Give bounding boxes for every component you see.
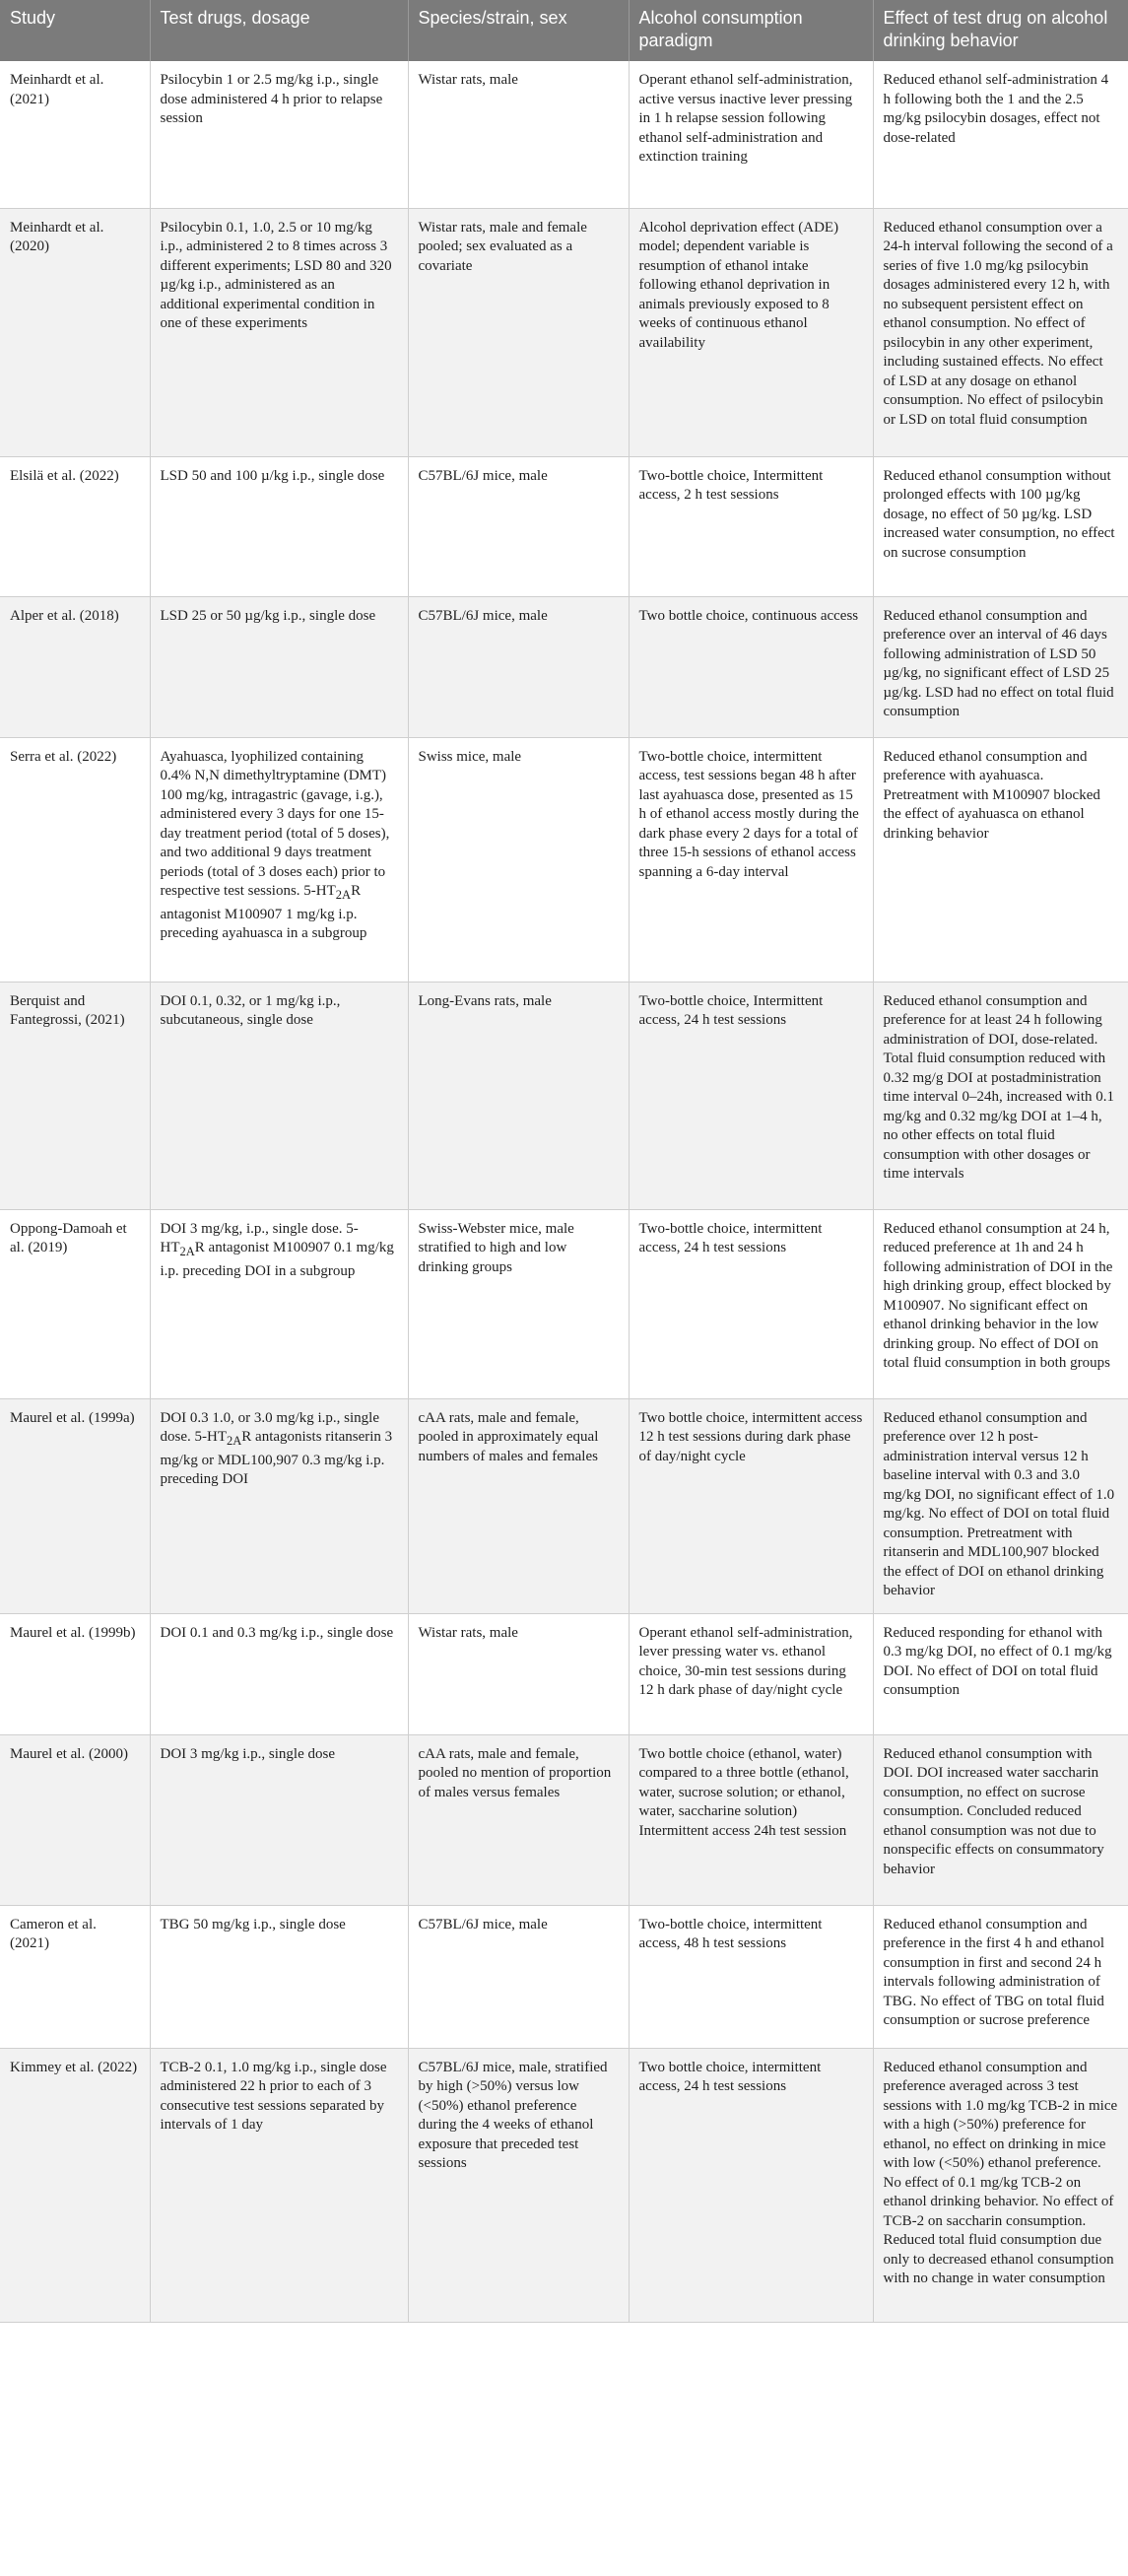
cell-paradigm: Two bottle choice, continuous access: [629, 596, 873, 737]
cell-study: Maurel et al. (2000): [0, 1734, 150, 1905]
cell-test-drugs: DOI 0.1 and 0.3 mg/kg i.p., single dose: [150, 1613, 408, 1734]
cell-study: Alper et al. (2018): [0, 596, 150, 737]
cell-species: cAA rats, male and female, pooled in approximately equal numbers of males and females: [408, 1398, 629, 1613]
cell-test-drugs: DOI 3 mg/kg i.p., single dose: [150, 1734, 408, 1905]
cell-effect: Reduced ethanol consumption without prolonged effects with 100 µg/kg dosage, no effect of 50 µg/kg. LSD increased water consumption, no effect on sucrose consumption: [873, 456, 1128, 596]
header-effect: Effect of test drug on alcohol drinking behavior: [873, 0, 1128, 61]
cell-species: Long-Evans rats, male: [408, 982, 629, 1209]
cell-test-drugs: Psilocybin 1 or 2.5 mg/kg i.p., single dose administered 4 h prior to relapse session: [150, 61, 408, 208]
cell-effect: Reduced ethanol consumption and preference over 12 h post-administration interval versus 12 h baseline interval with 0.3 and 3.0 mg/kg DOI, no significant effect of 1.0 mg/kg. No effect of DOI on total fluid consumption. Pretreatment with ritanserin and MDL100,907 blocked the effect of DOI on ethanol drinking behavior: [873, 1398, 1128, 1613]
table-row: [0, 61, 1128, 208]
cell-study: Elsilä et al. (2022): [0, 456, 150, 596]
cell-paradigm: Two-bottle choice, Intermittent access, 2 h test sessions: [629, 456, 873, 596]
table-row: [0, 1613, 1128, 1734]
cell-paradigm: Alcohol deprivation effect (ADE) model; dependent variable is resumption of ethanol intake following ethanol deprivation in animals previously exposed to 8 weeks of continuous ethanol availability: [629, 208, 873, 456]
header-paradigm: Alcohol consumption paradigm: [629, 0, 873, 61]
table-body: [0, 61, 1128, 2322]
cell-effect: Reduced ethanol consumption and preference averaged across 3 test sessions with 1.0 mg/kg TCB-2 in mice with a high (>50%) preference for ethanol, no effect on drinking in mice with low (<50%) ethanol preference. No effect of 0.1 mg/kg TCB-2 on ethanol drinking behavior. No effect of TCB-2 on saccharin consumption. Reduced total fluid consumption due only to decreased ethanol consumption with no change in water consumption: [873, 2048, 1128, 2322]
cell-effect: Reduced ethanol consumption and preference over an interval of 46 days following administration of LSD 50 µg/kg, no significant effect of LSD 25 µg/kg. LSD had no effect on total fluid consumption: [873, 596, 1128, 737]
cell-test-drugs: LSD 50 and 100 µ/kg i.p., single dose: [150, 456, 408, 596]
table-row: [0, 2048, 1128, 2322]
cell-paradigm: Two-bottle choice, intermittent access, 48 h test sessions: [629, 1905, 873, 2048]
cell-effect: Reduced ethanol consumption with DOI. DOI increased water saccharin consumption, no effect on sucrose consumption. Concluded reduced ethanol consumption was not due to nonspecific effects on consummatory behavior: [873, 1734, 1128, 1905]
cell-effect: Reduced ethanol consumption at 24 h, reduced preference at 1h and 24 h following administration of DOI in the high drinking group, effect blocked by M100907. No significant effect on ethanol drinking behavior in the low drinking group. No effect of DOI on total fluid consumption in both groups: [873, 1209, 1128, 1398]
header-study: Study: [0, 0, 150, 61]
header-test-drugs: Test drugs, dosage: [150, 0, 408, 61]
header-row: [0, 0, 1128, 61]
cell-paradigm: Two bottle choice, intermittent access, 24 h test sessions: [629, 2048, 873, 2322]
cell-test-drugs: LSD 25 or 50 µg/kg i.p., single dose: [150, 596, 408, 737]
cell-species: C57BL/6J mice, male: [408, 596, 629, 737]
cell-species: Swiss-Webster mice, male stratified to high and low drinking groups: [408, 1209, 629, 1398]
cell-test-drugs: DOI 0.3 1.0, or 3.0 mg/kg i.p., single dose. $5-HT_{2A}R$ antagonists ritanserin 3 mg/kg or MDL100,907 0.3 mg/kg i.p. preceding DOI: [150, 1398, 408, 1613]
cell-study: Maurel et al. (1999b): [0, 1613, 150, 1734]
table-row: [0, 1398, 1128, 1613]
cell-paradigm: Two-bottle choice, intermittent access, test sessions began 48 h after last ayahuasca dose, presented as 15 h of ethanol access mostly during the dark phase every 2 days for a total of three 15-h sessions of ethanol access spanning a 6-day interval: [629, 737, 873, 982]
cell-species: Wistar rats, male and female pooled; sex evaluated as a covariate: [408, 208, 629, 456]
cell-species: cAA rats, male and female, pooled no mention of proportion of males versus females: [408, 1734, 629, 1905]
cell-effect: Reduced ethanol consumption and preference for at least 24 h following administration of DOI, dose-related. Total fluid consumption reduced with 0.32 mg/g DOI at postadministration time interval 0–24h, increased with 0.1 mg/kg and 0.32 mg/kg DOI at 1–4 h, no other effects on total fluid consumption with other dosages or time intervals: [873, 982, 1128, 1209]
cell-effect: Reduced ethanol consumption over a 24-h interval following the second of a series of five 1.0 mg/kg psilocybin dosages administered every 12 h, with no subsequent persistent effect on ethanol consumption. No effect of psilocybin in any other experiment, including sustained effects. No effect of LSD at any dosage on ethanol consumption. No effect of psilocybin or LSD on total fluid consumption: [873, 208, 1128, 456]
cell-effect: Reduced ethanol consumption and preference in the first 4 h and ethanol consumption in first and second 24 h intervals following administration of TBG. No effect of TBG on total fluid consumption or sucrose preference: [873, 1905, 1128, 2048]
table-row: [0, 1209, 1128, 1398]
cell-study: Oppong-Damoah et al. (2019): [0, 1209, 150, 1398]
cell-test-drugs: Ayahuasca, lyophilized containing 0.4% N,N dimethyltryptamine (DMT) 100 mg/kg, intragastric (gavage, i.g.), administered every 3 days for one 15-day treatment period (total of 5 doses), and two additional 9 days treatment periods (total of 3 doses each) prior to respective test sessions. $5-HT_{2A}R$ antagonist M100907 1 mg/kg i.p. preceding ayahuasca in a subgroup: [150, 737, 408, 982]
cell-paradigm: Two bottle choice, intermittent access 12 h test sessions during dark phase of day/night cycle: [629, 1398, 873, 1613]
cell-study: Kimmey et al. (2022): [0, 2048, 150, 2322]
table-row: [0, 1905, 1128, 2048]
cell-test-drugs: TCB-2 0.1, 1.0 mg/kg i.p., single dose administered 22 h prior to each of 3 consecutive test sessions separated by intervals of 1 day: [150, 2048, 408, 2322]
cell-species: C57BL/6J mice, male: [408, 1905, 629, 2048]
table-header: [0, 0, 1128, 61]
table-row: [0, 208, 1128, 456]
cell-study: Cameron et al. (2021): [0, 1905, 150, 2048]
cell-species: Swiss mice, male: [408, 737, 629, 982]
cell-paradigm: Operant ethanol self-administration, lever pressing water vs. ethanol choice, 30-min test sessions during 12 h dark phase of day/night cycle: [629, 1613, 873, 1734]
cell-species: Wistar rats, male: [408, 1613, 629, 1734]
cell-effect: Reduced ethanol consumption and preference with ayahuasca. Pretreatment with M100907 blocked the effect of ayahuasca on ethanol drinking behavior: [873, 737, 1128, 982]
cell-study: Berquist and Fantegrossi, (2021): [0, 982, 150, 1209]
cell-effect: Reduced responding for ethanol with 0.3 mg/kg DOI, no effect of 0.1 mg/kg DOI. No effect of DOI on total fluid consumption: [873, 1613, 1128, 1734]
cell-paradigm: Two bottle choice (ethanol, water) compared to a three bottle (ethanol, water, sucrose solution; or ethanol, water, saccharine solution) Intermittent access 24h test session: [629, 1734, 873, 1905]
cell-paradigm: Operant ethanol self-administration, active versus inactive lever pressing in 1 h relapse session following ethanol self-administration and extinction training: [629, 61, 873, 208]
cell-test-drugs: TBG 50 mg/kg i.p., single dose: [150, 1905, 408, 2048]
cell-test-drugs: DOI 0.1, 0.32, or 1 mg/kg i.p., subcutaneous, single dose: [150, 982, 408, 1209]
table-row: [0, 737, 1128, 982]
cell-study: Maurel et al. (1999a): [0, 1398, 150, 1613]
cell-paradigm: Two-bottle choice, intermittent access, 24 h test sessions: [629, 1209, 873, 1398]
cell-study: Meinhardt et al. (2020): [0, 208, 150, 456]
cell-study: Meinhardt et al. (2021): [0, 61, 150, 208]
cell-test-drugs: Psilocybin 0.1, 1.0, 2.5 or 10 mg/kg i.p., administered 2 to 8 times across 3 different experiments; LSD 80 and 320 µg/kg i.p., administered as an additional experimental condition in one of these experiments: [150, 208, 408, 456]
cell-test-drugs: DOI 3 mg/kg, i.p., single dose. $5-HT_{2A}R$ antagonist M100907 0.1 mg/kg i.p. preceding DOI in a subgroup: [150, 1209, 408, 1398]
cell-study: Serra et al. (2022): [0, 737, 150, 982]
header-species: Species/strain, sex: [408, 0, 629, 61]
table-row: [0, 982, 1128, 1209]
cell-species: C57BL/6J mice, male: [408, 456, 629, 596]
cell-species: Wistar rats, male: [408, 61, 629, 208]
cell-effect: Reduced ethanol self-administration 4 h following both the 1 and the 2.5 mg/kg psilocybin dosages, effect not dose-related: [873, 61, 1128, 208]
table-row: [0, 1734, 1128, 1905]
cell-species: C57BL/6J mice, male, stratified by high (>50%) versus low (<50%) ethanol preference during the 4 weeks of ethanol exposure that preceded test sessions: [408, 2048, 629, 2322]
table-row: [0, 456, 1128, 596]
table-row: [0, 596, 1128, 737]
cell-paradigm: Two-bottle choice, Intermittent access, 24 h test sessions: [629, 982, 873, 1209]
